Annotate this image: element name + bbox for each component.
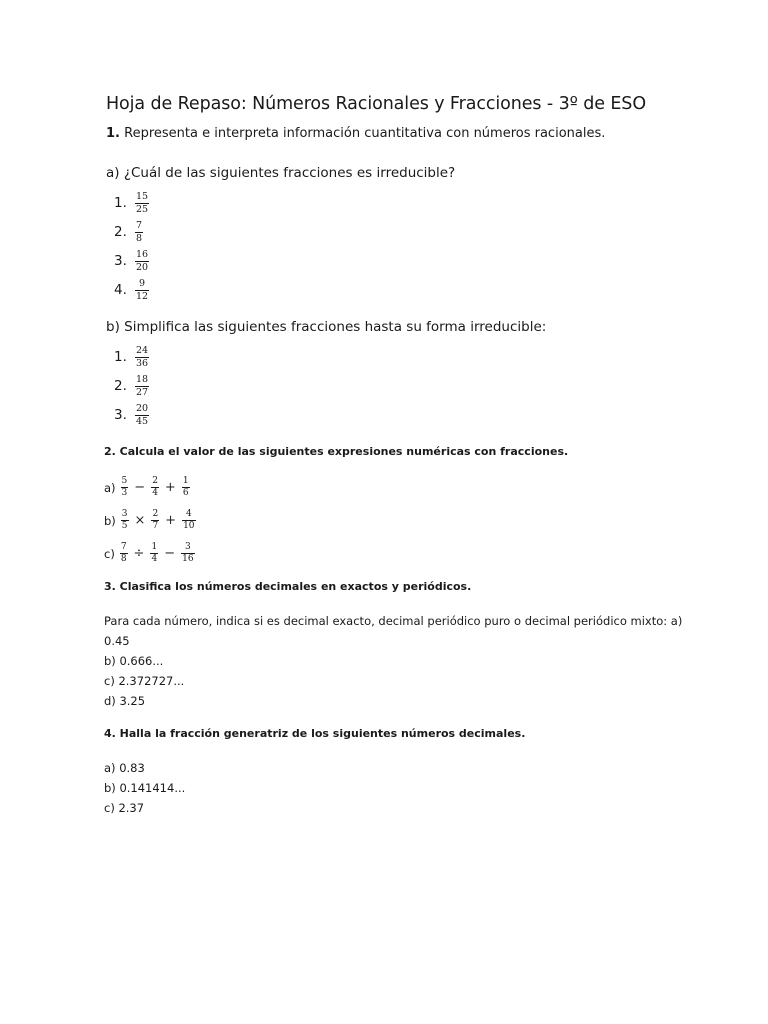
denominator: 6 [182, 488, 189, 498]
fraction [121, 510, 129, 531]
denominator: 12 [136, 290, 149, 302]
numerator: 20 [136, 403, 149, 414]
fraction [121, 477, 129, 498]
fraction [135, 192, 149, 214]
expression-label: c) [104, 546, 115, 561]
question-1b: b) Simplifica las siguientes fracciones hasta su forma irreducible: [106, 319, 547, 335]
numerator: 7 [136, 220, 143, 231]
section-1-heading [106, 126, 605, 141]
fraction [151, 477, 159, 498]
list-number: 3. [114, 253, 127, 269]
numerator: 18 [136, 374, 149, 385]
numerator: 5 [121, 476, 128, 486]
numerator: 7 [120, 542, 127, 552]
numerator: 16 [136, 249, 149, 260]
numerator: 9 [139, 278, 146, 289]
denominator: 20 [136, 261, 149, 273]
denominator: 4 [151, 554, 158, 564]
section-3-heading: 3. Clasifica los números decimales en exactos y periódicos. [104, 580, 472, 593]
fraction [135, 375, 149, 397]
operator: + [164, 480, 176, 495]
fraction [135, 279, 149, 301]
fraction [151, 510, 159, 531]
numerator: 15 [136, 191, 149, 202]
denominator: 36 [136, 357, 149, 369]
list-number: 1. [114, 349, 127, 365]
fraction [135, 221, 143, 243]
numerator: 2 [152, 509, 159, 519]
denominator: 27 [136, 386, 149, 398]
section-1-number: 1. [106, 126, 120, 141]
fraction [182, 510, 195, 531]
fraction [135, 346, 149, 368]
fraction [150, 543, 158, 564]
denominator: 8 [136, 232, 143, 244]
denominator: 4 [152, 488, 158, 498]
expression-label: a) [104, 480, 116, 495]
section-1-heading-text: Representa e interpreta información cuantitativa con números racionales. [124, 126, 606, 141]
decimal-line: a) 0.83 [104, 761, 145, 775]
decimal-line: d) 3.25 [104, 694, 146, 708]
operator: + [165, 513, 177, 528]
fraction [120, 543, 128, 564]
numerator: 1 [182, 476, 189, 486]
list-number: 1. [114, 195, 127, 211]
decimal-line: b) 0.666... [104, 654, 164, 668]
fraction [135, 404, 149, 426]
list-number: 3. [114, 407, 127, 423]
decimal-line: 0.45 [104, 634, 130, 648]
denominator: 25 [136, 203, 149, 215]
expression-a [104, 477, 190, 498]
operator: × [134, 513, 146, 528]
operator: − [164, 546, 176, 561]
expression-label: b) [104, 513, 116, 528]
list-number: 2. [114, 378, 127, 394]
denominator: 3 [121, 488, 128, 498]
section-3-instruction: Para cada número, indica si es decimal exacto, decimal periódico puro o decimal periódico mixto: a) [104, 614, 683, 628]
section-4-heading: 4. Halla la fracción generatriz de los siguientes números decimales. [104, 727, 526, 740]
denominator: 10 [183, 521, 195, 531]
section-2-heading: 2. Calcula el valor de las siguientes expresiones numéricas con fracciones. [104, 445, 569, 458]
operator: − [134, 480, 146, 495]
decimal-line: c) 2.372727... [104, 674, 185, 688]
expression-b [104, 510, 196, 531]
question-1a: a) ¿Cuál de las siguientes fracciones es irreducible? [106, 165, 456, 181]
list-number: 2. [114, 224, 127, 240]
decimal-line: b) 0.141414... [104, 781, 186, 795]
numerator: 2 [152, 476, 158, 486]
denominator: 16 [182, 554, 194, 564]
denominator: 7 [152, 521, 159, 531]
numerator: 3 [184, 542, 191, 552]
denominator: 8 [120, 554, 127, 564]
decimal-line: c) 2.37 [104, 801, 145, 815]
denominator: 45 [136, 415, 149, 427]
page-title: Hoja de Repaso: Números Racionales y Fracciones - 3º de ESO [106, 94, 646, 114]
list-number: 4. [114, 282, 127, 298]
fraction [182, 477, 190, 498]
operator: ÷ [133, 546, 145, 561]
numerator: 4 [185, 509, 192, 519]
numerator: 3 [121, 509, 128, 519]
denominator: 5 [121, 521, 128, 531]
numerator: 24 [136, 345, 149, 356]
numerator: 1 [151, 542, 158, 552]
expression-c [104, 543, 195, 564]
fraction [135, 250, 149, 272]
fraction [181, 543, 194, 564]
